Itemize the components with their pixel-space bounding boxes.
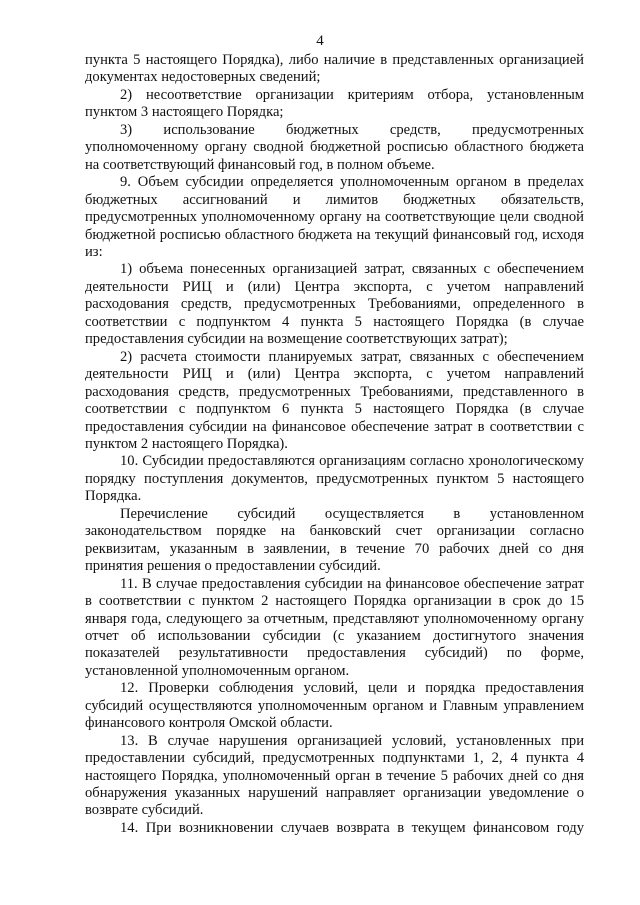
paragraph-clause-9: 9. Объем субсидии определяется уполномоченным органом в пределах бюджетных ассигнований и лимитов бюджетных обязательств, предусмотренных уполномоченному органу на соответствующие цели сводной бюджетной росписью областного бюджета на текущий финансовый год, исходя из: bbox=[85, 174, 584, 260]
paragraph-transfer: Перечисление субсидий осуществляется в установленном законодательством порядке на банковский счет организации согласно реквизитам, указанным в заявлении, в течение 70 рабочих дней со дня принятия решения о предоставлении субсидий. bbox=[85, 505, 584, 575]
paragraph-clause-14: 14. При возникновении случаев возврата в текущем финансовом году bbox=[120, 819, 584, 836]
document-body bbox=[85, 52, 584, 837]
paragraph-clause-12: 12. Проверки соблюдения условий, цели и порядка предоставления субсидий осуществляются уполномоченным органом и Главным управлением финансового контроля Омской области. bbox=[85, 680, 584, 732]
paragraph-clause-11: 11. В случае предоставления субсидии на финансовое обеспечение затрат в соответствии с пунктом 2 настоящего Порядка организации в срок до 15 января года, следующего за отчетным, представляют уполномоченному органу отчет об использовании субсидии (с указанием достигнутого значения показателей результативности предоставления субсидий) по форме, установленной уполномоченным органом. bbox=[85, 575, 584, 679]
paragraph-clause-10: 10. Субсидии предоставляются организациям согласно хронологическому порядку поступления документов, предусмотренных пунктом 5 настоящего Порядка. bbox=[85, 453, 584, 505]
paragraph-clause-13: 13. В случае нарушения организацией условий, установленных при предоставлении субсидий, предусмотренных подпунктами 1, 2, 4 пункта 4 настоящего Порядка, уполномоченный орган в течение 5 рабочих дней со дня обнаружения указанных нарушений направляет организации уведомление о возврате субсидий. bbox=[85, 732, 584, 819]
page-number: 4 bbox=[316, 33, 324, 49]
paragraph-item-2: 2) несоответствие организации критериям отбора, установленным пунктом 3 настоящего Порядка; bbox=[85, 86, 584, 121]
paragraph-continuation: пункта 5 настоящего Порядка), либо наличие в представленных организацией документах недостоверных сведений; bbox=[85, 52, 584, 86]
paragraph-clause-9-item-2: 2) расчета стоимости планируемых затрат, связанных с обеспечением деятельности РИЦ и (или) Центра экспорта, с учетом направлений расходования средств, предусмотренных Требованиями, представленного в соответствии с подпунктом 6 пункта 5 настоящего Порядка (в случае предоставления субсидии на финансовое обеспечение затрат в соответствии с пунктом 2 настоящего Порядка). bbox=[85, 348, 584, 452]
paragraph-item-3: 3) использование бюджетных средств, предусмотренных уполномоченному органу сводной бюджетной росписью областного бюджета на соответствующий финансовый год, в полном объеме. bbox=[85, 121, 584, 173]
paragraph-clause-9-item-1: 1) объема понесенных организацией затрат, связанных с обеспечением деятельности РИЦ и (или) Центра экспорта, с учетом направлений расходования средств, предусмотренных Требованиями, определенного в соответствии с подпунктом 4 пункта 5 настоящего Порядка (в случае предоставления субсидии на возмещение соответствующих затрат); bbox=[85, 261, 584, 348]
